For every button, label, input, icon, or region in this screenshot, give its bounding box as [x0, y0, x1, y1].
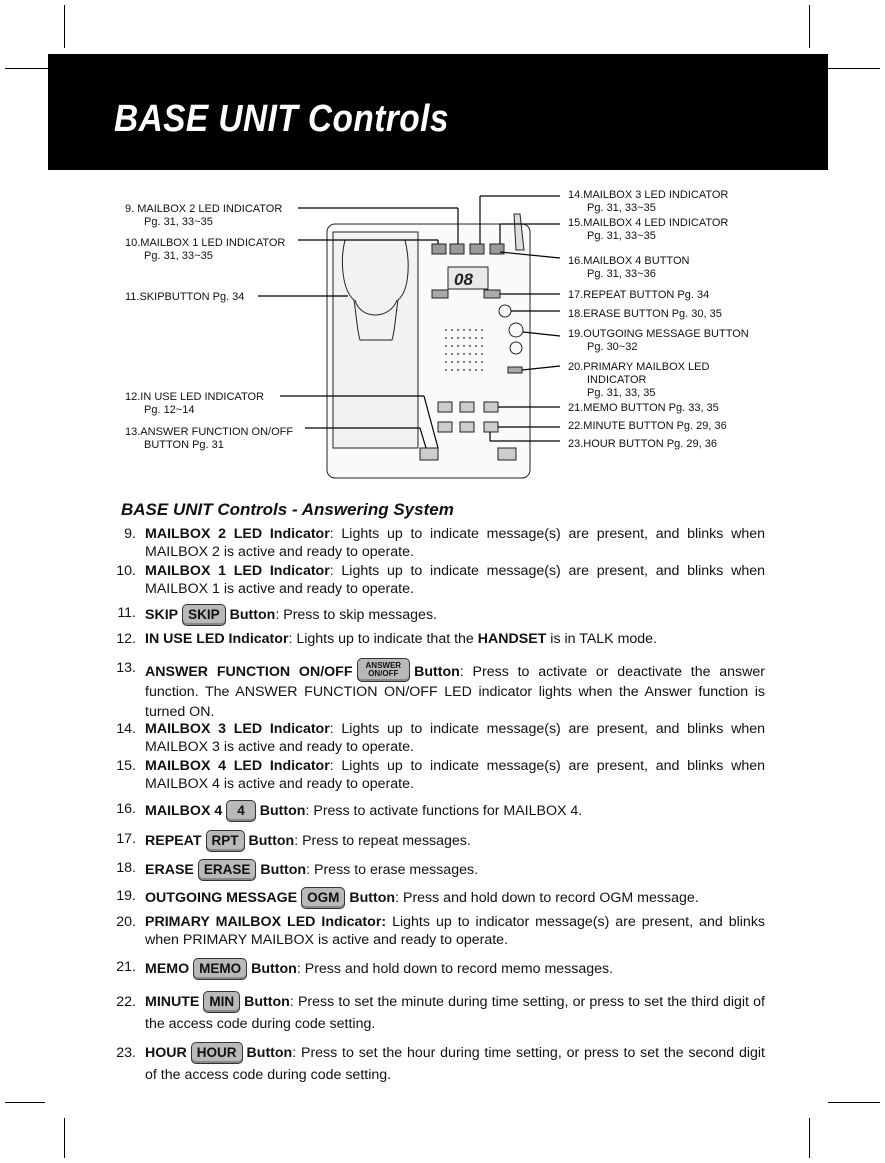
- callout-label: 18.ERASE BUTTON Pg. 30, 35: [568, 308, 722, 320]
- crop-mark: [64, 1118, 65, 1158]
- item-name: IN USE LED Indicator: [145, 631, 289, 647]
- item-name: REPEAT: [145, 833, 202, 849]
- item-name: HOUR: [145, 1045, 187, 1061]
- crop-mark: [809, 1118, 810, 1158]
- callout-label: 9. MAILBOX 2 LED INDICATOR: [125, 203, 283, 215]
- item-name-2: Button: [414, 664, 460, 680]
- list-item: [108, 830, 765, 852]
- device-display-digits: 08: [454, 270, 473, 289]
- item-number: 19.: [116, 888, 136, 904]
- item-text: Lights up to indicator message(s) are present, and blinks when PRIMARY MAILBOX is active and ready to operate.: [145, 914, 766, 948]
- item-text: : Press to repeat messages.: [294, 833, 471, 849]
- callout-13: [125, 426, 293, 452]
- item-name: MAILBOX 4: [145, 803, 223, 819]
- item-name-2: Button: [246, 1045, 293, 1061]
- item-name-2: Button: [349, 890, 396, 906]
- erase-key-icon: ERASE: [198, 859, 257, 881]
- item-text: : Press to set the hour during time setting, or press to set the second digit of the access code during code setting.: [145, 1045, 765, 1083]
- item-text: : Press to erase messages.: [306, 862, 479, 878]
- callout-label: 23.HOUR BUTTON Pg. 29, 36: [568, 438, 717, 450]
- list-item: [108, 859, 765, 881]
- callout-18: [568, 308, 722, 321]
- item-number: 17.: [116, 831, 136, 847]
- item-name: MAILBOX 4 LED Indicator: [145, 758, 330, 774]
- ogm-key-icon: OGM: [301, 887, 345, 909]
- item-number: 15.: [116, 758, 136, 774]
- key-line-1: ANSWER: [365, 661, 402, 670]
- page-title: BASE UNIT Controls: [114, 98, 449, 140]
- item-name-2: Button: [248, 833, 295, 849]
- item-text: : Lights up to indicate message(s) are present, and blinks when MAILBOX 3 is active and ready to operate.: [145, 721, 765, 755]
- list-item: [108, 887, 765, 909]
- memo-key-icon: MEMO: [193, 958, 247, 980]
- callout-label: 19.OUTGOING MESSAGE BUTTON: [568, 328, 749, 340]
- crop-mark: [828, 1102, 880, 1103]
- callout-label: 10.MAILBOX 1 LED INDICATOR: [125, 237, 286, 249]
- item-number: 18.: [116, 860, 136, 876]
- callout-pages: Pg. 31, 33~35: [587, 202, 656, 214]
- crop-mark: [5, 1102, 45, 1103]
- key-line-2: ON/OFF: [368, 669, 399, 678]
- item-name: MAILBOX 2 LED Indicator: [145, 526, 330, 542]
- item-number: 11.: [117, 605, 136, 621]
- item-name: SKIP: [145, 607, 179, 623]
- list-item: [108, 562, 765, 598]
- callout-label: 11.SKIPBUTTON Pg. 34: [125, 291, 245, 303]
- callout-23: [568, 438, 717, 451]
- item-text: : Lights up to indicate that the: [288, 631, 478, 647]
- item-text: : Press to activate or deactivate the answer function. The ANSWER FUNCTION ON/OFF LED indicator lights when the Answer function is turned ON.: [145, 664, 766, 720]
- item-number: 20.: [116, 914, 136, 930]
- callout-pages: Pg. 31, 33~35: [587, 230, 656, 242]
- callout-label: 22.MINUTE BUTTON Pg. 29, 36: [568, 420, 727, 432]
- item-name: PRIMARY MAILBOX LED Indicator:: [145, 914, 387, 930]
- item-name: MAILBOX 3 LED Indicator: [145, 721, 330, 737]
- item-number: 12.: [116, 631, 136, 647]
- item-name-2: Button: [251, 961, 297, 977]
- callout-11: [125, 291, 244, 304]
- list-item: [108, 630, 765, 648]
- item-text: : Press to set the minute during time setting, or press to set the third digit of the access code during code setting.: [145, 994, 765, 1032]
- item-text: : Press to skip messages.: [275, 607, 437, 623]
- item-number: 16.: [116, 801, 136, 817]
- callout-label: 13.ANSWER FUNCTION ON/OFF: [125, 426, 294, 438]
- callout-22: [568, 420, 727, 433]
- item-name: OUTGOING MESSAGE: [145, 890, 298, 906]
- callout-label-2: INDICATOR: [587, 374, 647, 386]
- item-text-2: is in TALK mode.: [546, 631, 658, 647]
- list-item: [108, 800, 765, 822]
- item-text: : Lights up to indicate message(s) are present, and blinks when MAILBOX 2 is active and ready to operate.: [145, 526, 765, 560]
- item-name: MAILBOX 1 LED Indicator: [145, 563, 330, 579]
- list-item: [108, 525, 765, 561]
- callout-pages: Pg. 30~32: [587, 341, 638, 353]
- callout-pages: Pg. 31, 33, 35: [587, 387, 656, 399]
- item-number: 14.: [116, 721, 136, 737]
- callout-label: 21.MEMO BUTTON Pg. 33, 35: [568, 402, 719, 414]
- skip-key-icon: SKIP: [182, 604, 226, 626]
- list-item: [108, 720, 765, 756]
- item-text: : Lights up to indicate message(s) are present, and blinks when MAILBOX 4 is active and ready to operate.: [145, 758, 765, 792]
- minute-key-icon: MIN: [203, 991, 240, 1013]
- list-item: [108, 958, 765, 980]
- item-name: MINUTE: [145, 994, 200, 1010]
- section-title: BASE UNIT Controls - Answering System: [121, 500, 454, 519]
- callout-19: [568, 328, 749, 354]
- callout-10: [125, 237, 285, 263]
- repeat-key-icon: RPT: [206, 830, 245, 852]
- item-bold: HANDSET: [477, 631, 547, 647]
- callout-label: 17.REPEAT BUTTON Pg. 34: [568, 289, 710, 301]
- mailbox-4-key-icon: 4: [226, 800, 256, 822]
- callout-9: [125, 203, 282, 229]
- callout-label: 20.PRIMARY MAILBOX LED: [568, 361, 710, 373]
- list-item: [108, 913, 765, 949]
- callout-label: 15.MAILBOX 4 LED INDICATOR: [568, 217, 729, 229]
- item-text: : Press to activate functions for MAILBOX 4.: [305, 803, 583, 819]
- callout-label: 14.MAILBOX 3 LED INDICATOR: [568, 189, 729, 201]
- list-item: [108, 991, 765, 1035]
- item-name: MEMO: [145, 961, 190, 977]
- item-name: ERASE: [145, 862, 194, 878]
- item-name-2: Button: [259, 803, 306, 819]
- list-item: [108, 757, 765, 793]
- item-name-2: Button: [229, 607, 276, 623]
- callout-label: 12.IN USE LED INDICATOR: [125, 391, 264, 403]
- list-item: [108, 1042, 765, 1086]
- item-name: ANSWER FUNCTION ON/OFF: [145, 664, 353, 680]
- callout-16: [568, 255, 689, 281]
- item-name-2: Button: [260, 862, 307, 878]
- item-number: 22.: [116, 994, 136, 1010]
- callout-pages: Pg. 31, 33~36: [587, 268, 656, 280]
- item-number: 9.: [124, 526, 136, 542]
- callout-15: [568, 217, 728, 243]
- callout-20: [568, 361, 709, 400]
- callout-pages: Pg. 31, 33~35: [144, 250, 213, 262]
- item-name-2: Button: [244, 994, 290, 1010]
- item-number: 21.: [116, 959, 136, 975]
- item-number: 10.: [116, 563, 136, 579]
- callout-pages: Pg. 31, 33~35: [144, 216, 213, 228]
- item-number: 23.: [116, 1045, 136, 1061]
- answer-on-off-key-icon: [357, 658, 411, 682]
- callout-label: 16.MAILBOX 4 BUTTON: [568, 255, 690, 267]
- callout-pages: BUTTON Pg. 31: [144, 439, 224, 451]
- callout-21: [568, 402, 719, 415]
- callout-12: [125, 391, 264, 417]
- item-text: : Lights up to indicate message(s) are present, and blinks when MAILBOX 1 is active and ready to operate.: [145, 563, 765, 597]
- hour-key-icon: HOUR: [191, 1042, 243, 1064]
- list-item: [108, 658, 765, 722]
- callout-14: [568, 189, 728, 215]
- item-text: : Press and hold down to record OGM message.: [395, 890, 699, 906]
- item-text: : Press and hold down to record memo messages.: [296, 961, 614, 977]
- item-number: 13.: [116, 660, 136, 676]
- list-item: [108, 604, 765, 626]
- callout-17: [568, 289, 709, 302]
- callout-pages: Pg. 12~14: [144, 404, 195, 416]
